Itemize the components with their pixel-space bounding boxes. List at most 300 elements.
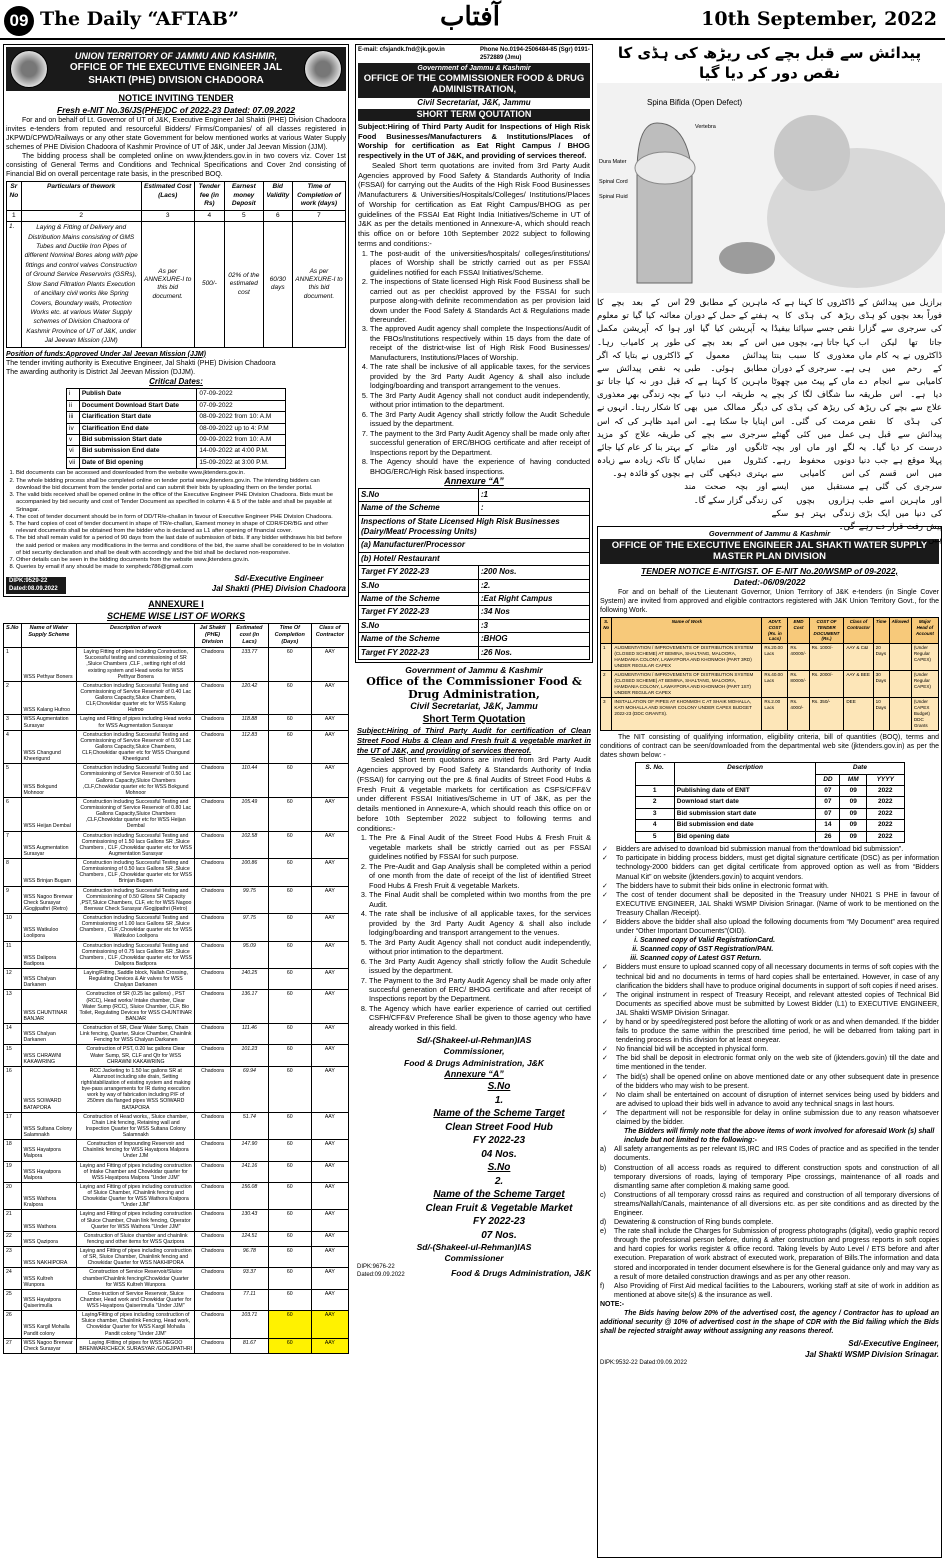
annexure-cell: AAY xyxy=(311,1338,348,1353)
annexure-cell: Chadoora xyxy=(195,681,231,715)
checklist-text: Bidders must ensure to upload scanned copy of all necessary documents in terms of soft copies with the technical bid and no documents in terms of hard copies shall be entertained. However, in case of any clarification the bidders shall have to produce original documents in support of soft copies if need arises. xyxy=(616,964,939,990)
th-num: 4 xyxy=(194,210,224,221)
annexure-cell: Chadoora xyxy=(195,831,231,859)
annexure-cell: 51.74 xyxy=(230,1112,268,1140)
annexure-cell: Chadoora xyxy=(195,969,231,990)
annexure-cell: Chadoora xyxy=(195,1311,231,1339)
annexure-cell: Laying and Fitting of pipes including construction of Sluice Chamber, Chain link fencing, Operator Quarter for WSS Wathora "Under JJM" xyxy=(77,1210,195,1231)
dates-cell: 4 xyxy=(635,820,674,831)
office-address: Civil Secretariat, J&K, Jammu xyxy=(417,97,531,107)
newspaper-logo: آفتاب xyxy=(440,2,500,32)
annexure-line: S.No xyxy=(487,1081,511,1093)
bidding-paragraph: The bidding process shall be completed online on www.jktenders.gov.in in two covers viz. Cover 1st consisting of General Terms and Conditions and Technical Specifications and Cover 2nd consisting of Financial Bid on overall percentage rate basis, in the prescribed BOQ. xyxy=(6,153,346,179)
term-item: 7. The payment to the 3rd Party Audit Agency shall be made only after successful generation of ERC/BHOG certificate and after receipt of Inspections report by the Department. xyxy=(370,429,590,457)
work-cell: 2 xyxy=(601,671,612,698)
annexure-cell: Construction of Service Reservoir/Sluice chamber/Chainlink fencing/Chowkidar Quarter for WSS Kultreh Wunpora xyxy=(77,1268,195,1289)
annexure-cell: WSS Watkuloo Loolipora xyxy=(21,914,77,942)
gov-line: Government of Jammu & Kashmir xyxy=(417,64,531,72)
table-row xyxy=(4,730,349,764)
annexure-cell: 60 xyxy=(268,886,311,914)
row-work: Laying & Fitting of Delivery and Distribution Mains consisting of GMS Tubes and Ductile Iron Pipes of different Nominal Bores along with pipe fittings and control valves Construction of Ground Service Reservoirs (GSRs), Slow Sand Filtration Plants Execution of ancillary civil works like Spring Covers, Boundary walls, Protection Works etc. at various Water Supply schemes of Division Chadoora of Kashmir Province of UT of J&K, under Jal Jeevan Mission (JJM) xyxy=(21,222,141,347)
work-cell: AUGMENTATION / IMPROVEMENTS OF DISTRIBUTION SYSTEM (CLOSED SCHEME) AT BEMINA, SHALTANG, MALOORA, HAMDANIA COLONY, LAWAYPORA AND KHONMOH (PART 1ST) UNDER REGULAR CAPEX xyxy=(612,671,762,698)
spine-diagram xyxy=(637,123,692,283)
table-row xyxy=(635,808,904,819)
annexure-cell: WSS Kargil Mohalla Pandit colony xyxy=(21,1311,77,1339)
annexure-cell: Construction of Head works,, Sluice chamber, Chain Link fencing, Retaining wall and Inspection Quarter for WSS Sultana Colony Salamnakh xyxy=(77,1112,195,1140)
work-header-row xyxy=(601,617,939,643)
annexure-cell: : xyxy=(478,502,589,515)
work-cell: Rs. 80000/- xyxy=(788,671,809,698)
gov-line-2: Government of Jammu & Kashmir xyxy=(405,664,543,675)
dates-cell: 2022 xyxy=(867,831,905,842)
table-row xyxy=(635,786,904,797)
dates-table xyxy=(635,762,905,843)
row-validity: 60/30 days xyxy=(263,222,292,347)
annexure-line: Clean Street Food Hub xyxy=(445,1121,553,1133)
figure-label: Spinal Cord xyxy=(599,179,628,185)
annexure-cell: AAY xyxy=(311,1024,348,1045)
urdu-column: اس کے بعد بچے کا معائنہ کیا گیا تو معلوم ہوا کہ آپریشن مکمل طور پر کامیاب رہا۔ ڈاکٹروں نے بتایا کہ اگر یہ نقص پیدائش سے قبل دور نہ کیا جاتا تو بچہ زندگی بھر معذوری کا شکار رہتا۔ انہوں نے امید ظاہر کی کہ اس طریقہ علاج کو مزید بہتر بنا کر عام کیا جائے گا تاکہ زیادہ سے زیادہ بچوں کو فائدہ ہو۔ xyxy=(597,298,681,480)
dipk-badge: DIPK:9529-22 Dated:08.09.2022 xyxy=(6,577,66,595)
annexure-cell: Chadoora xyxy=(195,1210,231,1231)
document-item: iii. Scanned copy of Latest GST Return. xyxy=(640,954,939,963)
annexure-cell: WSS Heijan Dembal xyxy=(21,797,77,831)
annexure-cell: 9 xyxy=(4,886,22,914)
table-row xyxy=(635,831,904,842)
work-cell: 10 Days xyxy=(873,698,889,731)
wsmp-dipk: DIPK:9532-22 Dated:09.09.2022 xyxy=(600,1360,688,1367)
annexure-cell: 1 xyxy=(4,648,22,682)
annexure-cell: Target FY 2022-23 xyxy=(359,566,479,579)
annexure-cell: 120.42 xyxy=(230,681,268,715)
inclusion-text: All safety arrangements as per relevant IS,IRC and IRS Codes of practice and as specified in the tender documents. xyxy=(614,1146,939,1163)
urdu-column: ڈاکٹروں کا کہنا ہے کہ ریڑھ کی ہڈی کا یہ نقص جسے سپائنا بیفیڈا کہا جاتا ہے، بچوں میں معذوری کا سبب بنتا ہے۔ سرجری کے دوران ماں کے پیٹ میں چھوٹا سا شگاف لگا کر بچے کی ریڑھ کی ہڈی کی مرمت کی گئی۔ اس عمل میں کئی گھنٹے لگے اور ماں اور بچہ دونوں محفوظ رہے۔ اس کامیابی سے مستقبل میں ایسے ہزاروں بچوں کی زندگی بہتر ہو سکے گی۔ xyxy=(771,298,855,532)
annexure-cell: 147.90 xyxy=(230,1140,268,1161)
annexure-cell: Chadoora xyxy=(195,859,231,887)
annexure-cell: AAY xyxy=(311,1231,348,1246)
dates-cell: Bid submission start date xyxy=(674,808,816,819)
womb-inset xyxy=(719,242,775,274)
annexure-cell: WSS Augmentation Surasyar xyxy=(21,715,77,730)
table-row xyxy=(4,941,349,969)
bidder-checklist xyxy=(600,845,939,936)
annexure-cell: AAY xyxy=(311,1182,348,1210)
inclusion-item xyxy=(600,1227,939,1282)
annexure-cell: 124.51 xyxy=(230,1231,268,1246)
annexure-cell: :34 Nos xyxy=(478,606,589,619)
annexure-cell: 60 xyxy=(268,1182,311,1210)
checklist-text: Bidders are advised to download bid submission manual from the“download bid submission”. xyxy=(616,846,904,854)
tender-note: 4. The cost of tender document should be in form of DD/TR/e-challan in favour of Executive Engineer PHE Division Chadoora. xyxy=(16,514,346,521)
th-work: Particulars of thework xyxy=(21,182,141,210)
tender-table xyxy=(6,181,346,347)
annexure-cell: WSS Hayatpora Malpora xyxy=(21,1140,77,1161)
dates-cell: Bid opening date xyxy=(674,831,816,842)
right-column xyxy=(597,44,942,1559)
annexure-cell: WSS Augmentation Surasyar xyxy=(21,831,77,859)
term-item: 5. The 3rd Party Audit Agency shall not conduct audit independently, without prior intimation to the department. xyxy=(369,938,591,957)
checklist-item xyxy=(602,1018,939,1045)
inclusion-marker: e) xyxy=(600,1228,607,1236)
critical-date-cell: Bid submission End date xyxy=(79,446,197,457)
critical-date-cell: 07-09-2022 xyxy=(197,389,286,400)
work-cell: Rs.40.00 Lacs xyxy=(762,671,788,698)
annexure-cell: 60 xyxy=(268,990,311,1024)
annexure-cell: 21 xyxy=(4,1210,22,1231)
checkmark-icon: ✓ xyxy=(602,846,608,854)
th-num: 7 xyxy=(292,210,345,221)
annexure-cell: Inspections of State Licensed High Risk Businesses (Dairy/Meat/ Processing Units) xyxy=(359,515,590,539)
annexure-cell: :1 xyxy=(478,488,589,501)
annexure-cell: 60 xyxy=(268,1045,311,1066)
row-emd: 02% of the estimated cost xyxy=(225,222,264,347)
page-number: 09 xyxy=(4,6,34,36)
annexure-cell: AAY xyxy=(311,1289,348,1310)
checklist-text: The bidders have to submit their bids online in electronic format with. xyxy=(616,882,829,890)
tender-note: 3. The valid bids received shall be opened online in the office of the Executive Engineer PHE Division Chadoora. Bids must be accompanied by bid security and cost of Tender Document as specified in column 4 & 5 of the table and shall be payable at Srinagar. xyxy=(16,492,346,514)
checkmark-icon: ✓ xyxy=(602,1109,608,1117)
annexure-row xyxy=(359,606,590,619)
dates-header-cell: Description xyxy=(674,763,816,786)
table-row xyxy=(4,859,349,887)
annexure-cell: 60 xyxy=(268,648,311,682)
annexure-cell: 3 xyxy=(4,715,22,730)
annexure-cell: Construction including Successful Testing and Commissioning of 0.75 lacs Gallons SR ,Sluice Chambers , CLF ,Chowkidar quarter etc for WSS Dalipora Badipora xyxy=(77,941,195,969)
inclusion-marker: f) xyxy=(600,1282,605,1290)
inclusion-item xyxy=(600,1145,939,1163)
dates-cell: 09 xyxy=(840,831,867,842)
checklist-item xyxy=(602,1073,939,1091)
annexure-cell: Construction including Successful Testing and Commissioning of Service Reservoir of 0.50 Lac Gallons Capacity,Sluice Chambers, CLF,Chowkidar quarter etc for WSS Changund Kheerigund xyxy=(77,730,195,764)
checklist-text: The bid(s) shall be opened online on above mentioned date or any other subsequent date in presence of the bidders who may wish to be present. xyxy=(616,1073,939,1090)
annexure-cell: 96.78 xyxy=(230,1247,268,1268)
annexure-row xyxy=(359,579,590,592)
annexure-cell: 23 xyxy=(4,1247,22,1268)
annexure-a-1: Annexure “A” xyxy=(444,476,504,487)
critical-date-cell: v xyxy=(67,435,80,446)
dates-cell: 09 xyxy=(840,786,867,797)
annexure-cell: 130.43 xyxy=(230,1210,268,1231)
critical-date-row xyxy=(67,423,286,434)
annexure-row xyxy=(359,566,590,579)
annexure-cell: Chadoora xyxy=(195,1289,231,1310)
term-item: 3. The Final Audit shall be completed within two months from the pre Audit. xyxy=(369,890,591,909)
work-header-cell: COST OF TENDER DOCUMENT (Rs.) xyxy=(809,617,844,643)
checklist-item xyxy=(602,1091,939,1109)
annexure-cell: AAY xyxy=(311,941,348,969)
annexure-line: 2. xyxy=(494,1175,504,1187)
annexure-cell: S.No xyxy=(359,488,479,501)
annexure-cell: AAY xyxy=(311,1140,348,1161)
annexure-cell: 60 xyxy=(268,1268,311,1289)
inclusion-text: Also Providing of First Aid medical facilities to the Labourers, working staff at site of work in addition as mentioned at above site(s) & the insurance as well. xyxy=(614,1282,939,1299)
checkmark-icon: ✓ xyxy=(602,918,608,926)
annexure-cell: 4 xyxy=(4,730,22,764)
annexure-cell: AAY xyxy=(311,730,348,764)
annexure-cell: 60 xyxy=(268,1338,311,1353)
tender-note: 2. The whole bidding process shall be completed online on tender portal www.jktenders.gov.in. The intending bidders can download the bid document from the tender portal and can submit their bids by uploading them on the tender portal. xyxy=(16,478,346,492)
work-cell: Rs. 2000/- xyxy=(809,671,844,698)
firm-note: The Bidders will firmly note that the above items of work involved for aforesaid Work (s) shall include but not limited to the following:- xyxy=(624,1128,935,1145)
table-row xyxy=(635,820,904,831)
annexure-cell: AAY xyxy=(311,797,348,831)
annexure-cell: AAY xyxy=(311,1210,348,1231)
table-row xyxy=(4,1161,349,1182)
annexure-row xyxy=(359,515,590,539)
dates-cell: 07 xyxy=(816,797,840,808)
annexure-title: ANNEXURE I xyxy=(148,599,204,610)
dates-cell: 2022 xyxy=(867,797,905,808)
wsmp-intro: For and on behalf of the Lieutenant Governor, Union Territory of J&K e-tenders (in Single Cover System) are invited from approved and eligible contractors registered with J&K Union Territory Govt., for the following Work. xyxy=(600,588,939,614)
annexure-cell: 156.08 xyxy=(230,1182,268,1210)
checklist-text: Bidders above the bidder shall also upload the following documents from “My Document” area required under “Other Important Documents”(OID). xyxy=(616,918,939,936)
annexure-cell: 101.23 xyxy=(230,1045,268,1066)
annexure-header-cell: Name of Water Supply Scheme xyxy=(21,623,77,647)
work-table xyxy=(600,617,939,731)
annexure-cell: Chadoora xyxy=(195,1338,231,1353)
work-cell: DEE xyxy=(844,698,873,731)
annexure-cell: Construction including Successful Testing and Commissioning of Service Reservoir of 0.40 Lac Gallons Capacity,Sluice Chambers, CLF,Chowkidar quarter etc for WSS Kalang Hufroo xyxy=(77,681,195,715)
annexure-cell: 60 xyxy=(268,1161,311,1182)
wsmp-signature-2: Jal Shakti WSMP Division Srinagar. xyxy=(805,1349,939,1359)
annexure-cell: Chadoora xyxy=(195,764,231,798)
annexure-cell: Construction of Sluice chamber and chainlink fencing and other items for WSS Qazipora xyxy=(77,1231,195,1246)
annexure-cell: 60 xyxy=(268,1210,311,1231)
annexure-cell: WSS Pethyar Boners xyxy=(21,648,77,682)
signature-a: Sd/-(Shakeel-ul-Rehman)IAS xyxy=(416,1035,532,1046)
annexure-cell: 99.75 xyxy=(230,886,268,914)
critical-dates-table xyxy=(66,388,286,469)
annexure-cell: 60 xyxy=(268,681,311,715)
body-1: Sealed Short term quotations are invited from 3rd Party Audit Agencies approved by Food Safety & Standards Authority of India (FSSAI) for carrying out the Audits of the High Risk Food Businesses /Manufacturers & Universities/Hospitals/Colleges/ Institutions/Places of Worship for certification as Eat Right Campus/BHOG as per guidelines of the FSSAI Eat Right India Initiatives/Scheme in UT of J&K as per the details mentioned in Annexure-A, which should reach this office on or before 10th September 2022 subject to following terms and conditions:- xyxy=(358,160,590,248)
work-cell: 30 Days xyxy=(873,671,889,698)
table-row xyxy=(601,698,939,731)
dates-cell: 09 xyxy=(840,808,867,819)
annexure-cell: 2 xyxy=(4,681,22,715)
dates-header-row xyxy=(635,763,904,774)
work-cell xyxy=(889,698,911,731)
critical-date-cell: Clarification End date xyxy=(79,423,197,434)
inclusion-marker: d) xyxy=(600,1219,607,1227)
annexure-cell: WSS Kalang Hufroo xyxy=(21,681,77,715)
annexure-cell: 22 xyxy=(4,1231,22,1246)
work-cell: Rs. 4000/- xyxy=(788,698,809,731)
table-row xyxy=(4,715,349,730)
annexure-row xyxy=(359,552,590,565)
annexure-cell: Name of the Scheme xyxy=(359,593,479,606)
checkmark-icon: ✓ xyxy=(602,1055,608,1063)
annexure-line: 07 Nos. xyxy=(481,1229,517,1241)
table-row xyxy=(4,1112,349,1140)
terms-list-1 xyxy=(358,249,590,477)
annexure-cell: 60 xyxy=(268,1231,311,1246)
annexure-cell: Construction including Successful Testing and Commissioning of Service Reservoir of 0.80 Lac Gallons Capacity,Sluice Chambers ,CLF,Chowkidar quarter etc for WSS Heijan Dembal xyxy=(77,797,195,831)
annexure-cell: WSS Wathora Kralpora xyxy=(21,1182,77,1210)
checklist-text: To participate in bidding process bidders, must get digital signature certificate (DSC) as per information technology-2000 bidders can get digital certificate from approved option as well as from “Bidders Manual Kit” on website (jktenders.gov.in) to acquint vendors. xyxy=(616,855,939,881)
annexure-cell: WSS Qazipora xyxy=(21,1231,77,1246)
table-row xyxy=(4,1140,349,1161)
jal-shakti-logo-icon xyxy=(304,50,342,88)
table-row xyxy=(4,1024,349,1045)
checklist-item xyxy=(602,991,939,1018)
checklist-text: by hand or by speed/registered post before the allotting of work or as and when demanded. If the bidder fails to produce the same within the prescribed time period, he will be debarred from taking part in tendering process in this division for at least oneyear. xyxy=(616,1019,939,1045)
term-item: 4. The rate shall be inclusive of all applicable taxes, for the services provided by the 3rd Party Audit Agency & shall also include lodging/boarding and transport arrangement to the venues. xyxy=(369,909,591,937)
annexure-cell: 60 xyxy=(268,715,311,730)
annexure-cell: AAY xyxy=(311,648,348,682)
critical-date-cell: 14-09-2022 at 4:00 P.M. xyxy=(197,446,286,457)
critical-date-cell: Date of Bid opening xyxy=(79,457,197,468)
th-cost: Estimated Cost (Lacs) xyxy=(141,182,194,210)
annexure-header-row xyxy=(4,623,349,647)
dates-cell: 07 xyxy=(816,808,840,819)
table-row xyxy=(4,914,349,942)
inclusion-marker: b) xyxy=(600,1164,607,1172)
annexure-cell: Laying Fitting of pipes including Construction, Successful testing and commissioning of SR ,Sluice Chambers ,CLF , setting right of old existing system and Head works for WSS Pethyar Bonera xyxy=(77,648,195,682)
dipk-2: DIPK:9676-22 Dated:09.09.2022 xyxy=(357,1264,405,1278)
table-row xyxy=(4,1210,349,1231)
annexure-cell: 112.83 xyxy=(230,730,268,764)
dates-cell: 2 xyxy=(635,797,674,808)
email-line: E-mail: cfsjandk.fnd@jk.gov.in xyxy=(358,47,445,53)
table-row xyxy=(4,764,349,798)
dates-cell: 3 xyxy=(635,808,674,819)
th-fee: Tender fee (in Rs) xyxy=(194,182,224,210)
inclusion-text: Constructions of all temporary crossd rains as required and construction of all temporary diversions of streams/Nallah/Canals, maintenance of all diversions etc. as per site conditions and as directed by the Engineer. xyxy=(614,1191,939,1217)
annexure-cell: Laying and Fitting of pipes including Head works for WSS Augmentation Surasyar xyxy=(77,715,195,730)
nit-number: Fresh e-NIT No.36/JS(PHE)DC of 2022-23 Dated: 07.09.2022 xyxy=(56,104,296,115)
inclusion-item xyxy=(600,1191,939,1218)
annexure-header-cell: Time Of Completion (Days) xyxy=(268,623,311,647)
annexure-cell: Construction of SR, Clear Water Sump, Chain Link fencing, Quarter, Sluice Chamber, Chainlink Fencing for WSS Chalyan Darkanen xyxy=(77,1024,195,1045)
annexure-cell: 60 xyxy=(268,1112,311,1140)
checklist-text: No claim shall be entertained on account of disruption of internet services being used by bidders and are advised to upload their bids well in advance to avoid any technical snags in last hours. xyxy=(616,1091,939,1108)
annexure-cell: WSS CHRAWNI KAKAWRING xyxy=(21,1045,77,1066)
checklist-item xyxy=(602,1109,939,1127)
note-title: NOTE:- xyxy=(600,1300,625,1308)
critical-date-cell: i xyxy=(67,389,80,400)
critical-date-cell: Publish Date xyxy=(79,389,197,400)
annexure-cell: Chadoora xyxy=(195,990,231,1024)
annexure-cell: WSS Wathora xyxy=(21,1210,77,1231)
table-row xyxy=(4,886,349,914)
checklist-text: The department will not be responsible for delay in online submission due to any reason whatsoever claimed by the bidder. xyxy=(616,1109,939,1127)
term-item: 2. The inspections of State licensed High Risk Food Business shall be carried out as per checklist approved by the FSSAI for such purpose along-with definite recommendation as per provision laid down under the Food Safety & Standards Act & Regulations made thereunder. xyxy=(370,277,590,324)
annexure-cell: Laying and Fitting of pipes including construction of Sluice Chamber, /Chainlink fencing and Chowkidar Quarter for WSS Wathora Kralpora "Under JJM" xyxy=(77,1182,195,1210)
annexure-cell: WSS Chalyan Darkanen xyxy=(21,1024,77,1045)
urdu-column: برازیل میں پیدائش کے فوراً بعد بچوں کو ہڈی کی سرجری سے گزارا جاتا تھا لیکن اب ڈاکٹروں نے یہ کام ماں کے رحم میں ہی کامیابی سے انجام دے دیا ہے۔ اس طریقہ علاج سے بچے کی ریڑھ کی ہڈی کا نقص پیدائش سے قبل ہی درست کر دیا گیا۔ یہ پہلا موقع ہے جب دنیا میں اس قسم کی سرجری کی گئی ہے اور ماہرین اسے طب کی دنیا میں ایک بڑی پیش رفت قرار دے رہے ہیں۔ xyxy=(858,298,942,546)
work-header-cell: EMD Cost xyxy=(788,617,809,643)
critical-date-cell: 09-09-2022 from 10: A.M xyxy=(197,435,286,446)
annexure-line: Name of the Scheme Target xyxy=(433,1108,565,1120)
checkmark-icon: ✓ xyxy=(602,1073,608,1081)
work-cell: 1 xyxy=(601,644,612,671)
table-row xyxy=(4,1066,349,1112)
document-list xyxy=(600,936,939,963)
phone-line: Phone No.0194-2506484-85 (Sgr) 0191-2572889 (Jmu) xyxy=(480,47,590,61)
inviting-authority: The tender inviting authority is Executive Engineer, Jal Shakti (PHE) Division Chadoora xyxy=(6,359,276,367)
inclusion-text: The rate shall include the Charges for Submission of progress photographs (digital), vedio graphic record through the professional person before, during & after construction and progress reports in soft copies and hard copies for works register & office record. Taking levels by Auto Level / ETS before and after execution. Preparation of work abstract of executed work, preparation of Bills.The information and data stored and incorporated in tender document elsewhere is for the General guidance only and may vary as a result of more detailed construction drawings and as per any other reason. xyxy=(614,1228,939,1281)
annexure-cell: 17 xyxy=(4,1112,22,1140)
annexure-cell: (a) Manufacturer/Processor xyxy=(359,539,590,552)
annexure-cell: 60 xyxy=(268,1066,311,1112)
urdu-column: ماہرین کے مطابق 29 ہفتے کے حمل کے دوران یہ آپریشن کیا گیا اور اس کے بعد بچے کی پیدائش معمول کے مطابق ہوئی۔ طبی ماہرین کا کہنا ہے کہ یہ طریقہ اب دنیا کے دیگر ممالک میں بھی اپنایا جا سکتا ہے۔ اس سرجری سے بچے کی ٹانگوں اور مثانے کے کنٹرول میں نمایاں بہتری دیکھی گئی ہے اور بچہ صحت مند زندگی گزار سکے گا۔ xyxy=(684,298,768,506)
tender-note: 5. The hard copies of cost of tender document in shape of TR/e-challan, Earnest money in shape of CDR/FDR/BG and other relevant documents shall be obtained from the bidder who is declared as L1 after opening of financial cover. xyxy=(16,521,346,535)
work-cell: AAY & BEE xyxy=(844,671,873,698)
office-address-2: Civil Secretariat, J&K, Jammu xyxy=(410,701,538,712)
term-item: 6. The 3rd Party Audit Agency shall strictly follow the Audit Schedule issued by the department. xyxy=(369,957,591,976)
table-row xyxy=(4,1045,349,1066)
annexure-cell: 5 xyxy=(4,764,22,798)
annexure-row xyxy=(359,619,590,632)
annexure-cell: WSS NAKHIPORA xyxy=(21,1247,77,1268)
critical-date-cell: 08-09-2022 from 10: A.M xyxy=(197,412,286,423)
signature-office: Jal Shakti (PHE) Division Chadoora xyxy=(211,584,346,594)
annexure-header-cell: Description of work xyxy=(77,623,195,647)
inclusion-marker: a) xyxy=(600,1146,607,1154)
checkmark-icon: ✓ xyxy=(602,964,608,972)
critical-date-cell: vii xyxy=(67,457,80,468)
th-time: Time of Completion of work (days) xyxy=(292,182,345,210)
annexure-cell: 60 xyxy=(268,914,311,942)
inclusion-item xyxy=(600,1282,939,1300)
annexure-cell: AAY xyxy=(311,990,348,1024)
annexure-cell: WSS Nagoo Brenwar Check Surasyar /Gogjipathri (Retro) xyxy=(21,886,77,914)
work-cell: Rs. 350/- xyxy=(809,698,844,731)
stq-heading: SHORT TERM QOUTATION xyxy=(358,109,590,121)
row-time: As per ANNEXURE-I to this bid document. xyxy=(292,222,345,347)
annexure-row xyxy=(359,488,590,501)
annexure-cell: 11 xyxy=(4,941,22,969)
table-row xyxy=(4,1311,349,1339)
annexure-cell: WSS Nagoo Brenwar Check Surasyar xyxy=(21,1338,77,1353)
jk-emblem-icon xyxy=(10,50,48,88)
annexure-cell: AAY xyxy=(311,1112,348,1140)
work-header-cell: Allowed xyxy=(889,617,911,643)
dates-cell: 14 xyxy=(816,820,840,831)
work-header-cell: Major Head of Account xyxy=(911,617,938,643)
annexure-cell: :BHOG xyxy=(478,633,589,646)
checklist-item xyxy=(602,854,939,881)
annexure-cell: Construction including Successful Testing and Commissioning of 0.50 lacs Gallons SR ,Sluice Chambers , CLF ,Chowkidar quarter etc for WSS Brinjan Bugam xyxy=(77,859,195,887)
annexure-cell: 12 xyxy=(4,969,22,990)
checklist-text: No financial bid will be accepted in physical form. xyxy=(616,1046,769,1054)
annexure-cell: AAY xyxy=(311,831,348,859)
annexure-cell: 14 xyxy=(4,1024,22,1045)
work-header-cell: Class of Contractor xyxy=(844,617,873,643)
dates-cell: 26 xyxy=(816,831,840,842)
annexure-cell: Construction including Successful Testing and Commissioning of Service Reservoir of 0.50 Lac Gallons Capacity,Sluice Chambers ,CLF,Chowkidar quarter etc for WSS Bokgund Mohnoor xyxy=(77,764,195,798)
annexure-cell: Construction of Impounding Reservoir and Chainlink fencing for WSS Hayatpora Malpora Under JJM xyxy=(77,1140,195,1161)
annexure-cell: 77.11 xyxy=(230,1289,268,1310)
annexure-cell: 60 xyxy=(268,1140,311,1161)
annexure-cell: Construction of PST, 0.20 lac gallons Clear Water Sump, SR, CLF and Qtr for WSS CHRAWNI KAKAWRING xyxy=(77,1045,195,1066)
table-row xyxy=(4,969,349,990)
annexure-cell: :2. xyxy=(478,579,589,592)
dates-cell: 2022 xyxy=(867,808,905,819)
table-row xyxy=(4,990,349,1024)
annexure-cell: 27 xyxy=(4,1338,22,1353)
annexure-cell: S.No xyxy=(359,619,479,632)
annexure-cell: AAY xyxy=(311,969,348,990)
term-item: 2. The Pre-Audit and Gap Analysis shall be completed within a period of one month from the date of receipt of the list of identified Street Food Hubs & Fresh Fruit & vegetable Markets. xyxy=(369,862,591,890)
annexure-cell: WSS Hayatpora Qaiserimulla xyxy=(21,1289,77,1310)
work-cell: Rs.20.00 Lacs xyxy=(762,644,788,671)
annexure-cell: WSS Bokgund Mohnoor xyxy=(21,764,77,798)
work-cell xyxy=(889,644,911,671)
annexure-cell: Construction including Successful Testing and Commissioning of 1.00 lacs Gallons SR ,Sluice Chambers , CLF ,Chowkidar quarter etc for WSS Watkuloo Loolipora xyxy=(77,914,195,942)
annexure-cell: 19 xyxy=(4,1161,22,1182)
annexure-cell: Name of the Scheme xyxy=(359,502,479,515)
